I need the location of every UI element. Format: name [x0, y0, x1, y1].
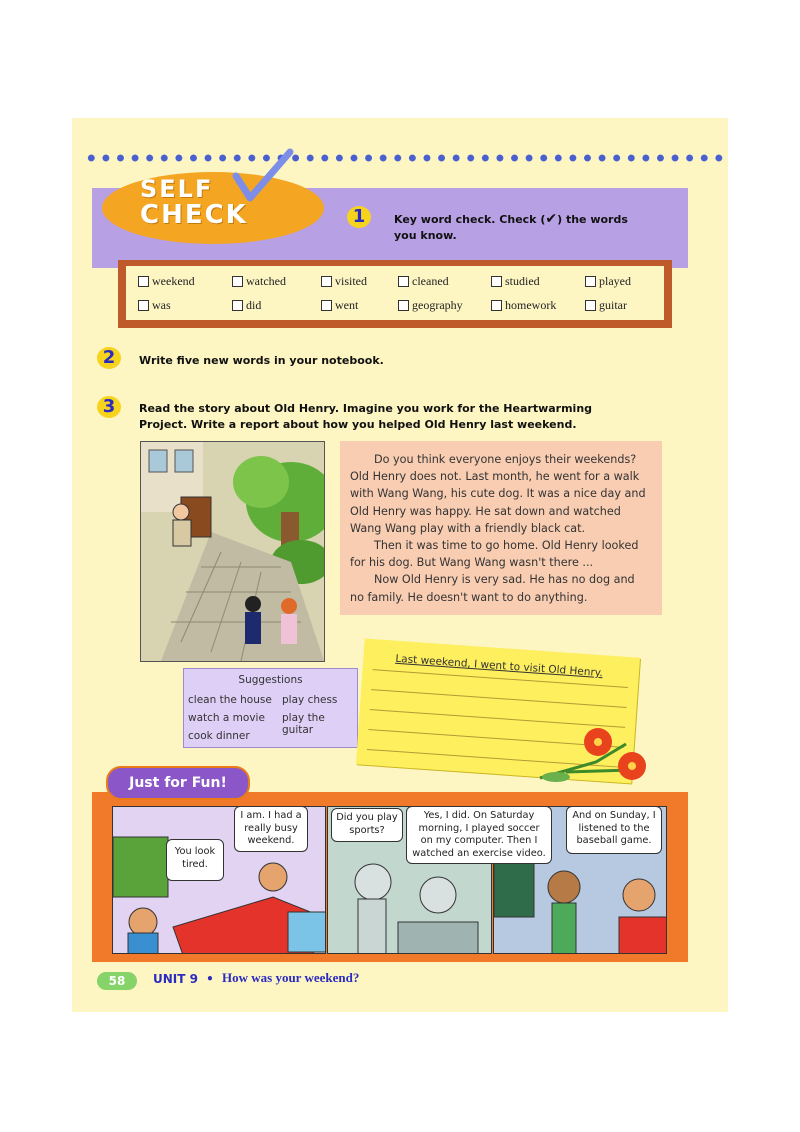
self-check-title-line2: CHECK [140, 200, 248, 230]
suggestion-item: play chess [282, 694, 338, 706]
checkmark-icon [228, 148, 298, 208]
word-label: visited [335, 274, 367, 288]
section3-instruction [139, 401, 699, 433]
story-paragraph-1: Do you think everyone enjoys their weekends? Old Henry does not. Last month, he went for a walk with Wang Wang, his cute dog. It was a nice day and Old Henry was happy. He sat down and watched Wang Wang play with a friendly black cat. [350, 453, 646, 535]
word-label: studied [505, 274, 540, 288]
suggestions-box [183, 668, 358, 748]
story-paragraph-3: Now Old Henry is very sad. He has no dog and no family. He doesn't want to do anything. [350, 573, 635, 604]
word-label: geography [412, 298, 463, 312]
checkbox[interactable] [398, 276, 409, 287]
word-checkbox-item[interactable] [321, 274, 367, 289]
word-checkbox-item[interactable] [232, 274, 286, 289]
word-label: did [246, 298, 262, 312]
check-glyph-icon: ✔ [545, 211, 558, 227]
footer-separator: • [206, 972, 214, 986]
word-label: guitar [599, 298, 627, 312]
section3-instruction-line2: Project. Write a report about how you helped Old Henry last weekend. [139, 418, 577, 431]
speech-bubble-3: Did you play sports? [331, 808, 403, 842]
note-line [371, 689, 626, 708]
unit-name: UNIT 9 [153, 972, 198, 986]
note-starter-text: Last weekend, I went to visit Old Henry. [394, 652, 604, 680]
story-box [340, 441, 662, 615]
word-checkbox-item[interactable] [398, 298, 463, 313]
word-checkbox-item[interactable] [585, 274, 631, 289]
checkbox[interactable] [585, 276, 596, 287]
section1-instruction-pre: Key word check. Check ( [394, 213, 546, 226]
checkbox[interactable] [398, 300, 409, 311]
word-label: homework [505, 298, 557, 312]
word-label: played [599, 274, 631, 288]
checkbox[interactable] [232, 276, 243, 287]
suggestion-item: watch a movie [188, 712, 265, 724]
suggestion-item: play the guitar [282, 712, 325, 736]
section1-instruction [394, 211, 684, 244]
park-illustration [140, 441, 325, 662]
word-list [126, 266, 664, 320]
dotted-divider [84, 153, 724, 163]
checkbox[interactable] [585, 300, 596, 311]
checkbox[interactable] [491, 276, 502, 287]
checkbox[interactable] [232, 300, 243, 311]
section-number-2: 2 [97, 347, 121, 369]
suggestions-title: Suggestions [238, 674, 303, 686]
word-label: cleaned [412, 274, 449, 288]
speech-bubble-2: I am. I had a really busy weekend. [234, 806, 308, 852]
word-checkbox-item[interactable] [585, 298, 627, 313]
speech-bubble-5: And on Sunday, I listened to the baseball game. [566, 806, 662, 854]
word-checkbox-item[interactable] [138, 274, 195, 289]
flowers-icon [536, 722, 666, 792]
word-checkbox-item[interactable] [321, 298, 358, 313]
story-paragraph-2: Then it was time to go home. Old Henry looked for his dog. But Wang Wang wasn't there ... [350, 539, 639, 570]
unit-title: How was your weekend? [222, 970, 360, 985]
word-label: went [335, 298, 359, 312]
section2-instruction: Write five new words in your notebook. [139, 354, 384, 367]
checkbox[interactable] [138, 300, 149, 311]
word-checkbox-item[interactable] [398, 274, 449, 289]
unit-label [153, 972, 214, 986]
section3-instruction-line1: Read the story about Old Henry. Imagine you work for the Heartwarming [139, 402, 593, 415]
checkbox[interactable] [321, 276, 332, 287]
section-number-1: 1 [347, 206, 371, 228]
word-checkbox-item[interactable] [138, 298, 171, 313]
checkbox[interactable] [321, 300, 332, 311]
just-for-fun-badge: Just for Fun! [106, 766, 250, 800]
old-henry-park-image [141, 442, 324, 661]
word-checkbox-item[interactable] [491, 298, 556, 313]
section1-instruction-line2: you know. [394, 229, 457, 242]
section1-instruction-post: ) the words [557, 213, 628, 226]
checkbox[interactable] [491, 300, 502, 311]
page-number: 58 [97, 972, 137, 990]
checkbox[interactable] [138, 276, 149, 287]
suggestion-item: cook dinner [188, 730, 250, 742]
self-check-title-line1: SELF [140, 175, 214, 203]
speech-bubble-4: Yes, I did. On Saturday morning, I played soccer on my computer. Then I watched an exercise video. [406, 806, 552, 864]
word-label: watched [246, 274, 286, 288]
word-label: weekend [152, 274, 195, 288]
speech-bubble-1: You look tired. [166, 839, 224, 881]
section-number-3: 3 [97, 396, 121, 418]
suggestion-item: clean the house [188, 694, 272, 706]
word-checkbox-item[interactable] [491, 274, 540, 289]
word-label: was [152, 298, 171, 312]
word-checkbox-item[interactable] [232, 298, 261, 313]
